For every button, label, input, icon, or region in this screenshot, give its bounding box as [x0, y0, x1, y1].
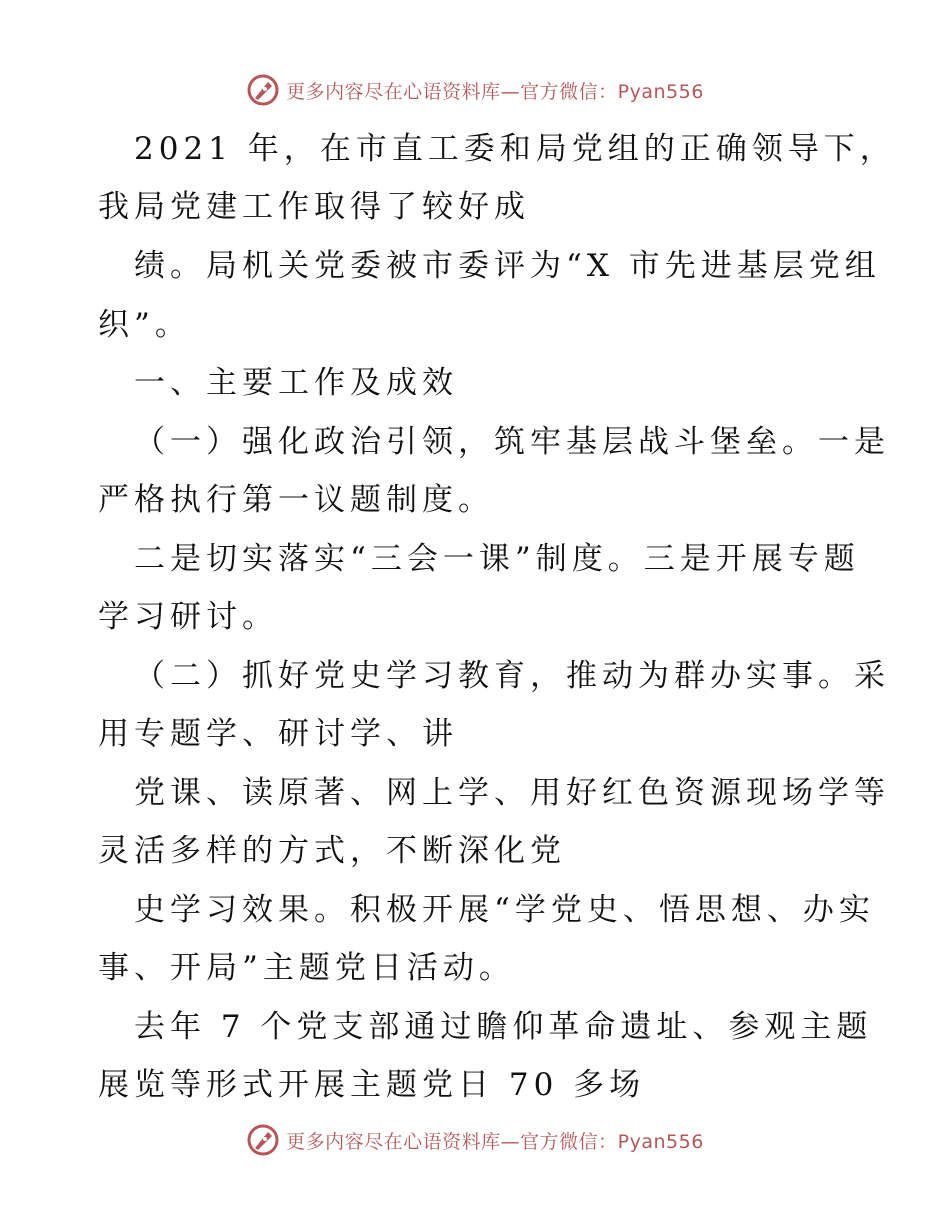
text-line: 去年 7 个党支部通过瞻仰革命遗址、参观主题 [134, 1009, 873, 1045]
pen-nib-seal-icon [246, 73, 280, 107]
footer-watermark [0, 1118, 950, 1162]
text-line: 学习研讨。 [98, 599, 278, 635]
text-line: 二是切实落实“三会一课”制度。三是开展专题 [134, 541, 860, 577]
text-line: （二）抓好党史学习教育，推动为群办实事。采 [134, 658, 890, 694]
text-line: 史学习效果。积极开展“学党史、悟思想、办实 [134, 892, 875, 928]
pen-nib-seal-icon [246, 1123, 280, 1157]
header-watermark-text: 更多内容尽在心语资料库—官方微信：Pyan556 [286, 80, 704, 103]
text-line: 2021 年，在市直工委和局党组的正确领导下， [134, 131, 896, 167]
text-line: 用专题学、研讨学、讲 [98, 716, 458, 752]
text-line: 事、开局”主题党日活动。 [98, 950, 515, 986]
text-line: 党课、读原著、网上学、用好红色资源现场学等 [134, 775, 890, 811]
text-line: 绩。局机关党委被市委评为“X 市先进基层党组 [134, 248, 881, 284]
text-line: 严格执行第一议题制度。 [98, 482, 494, 518]
text-line: 灵活多样的方式，不断深化党 [98, 833, 566, 869]
section-heading: 一、主要工作及成效 [134, 365, 458, 401]
header-watermark [0, 68, 950, 112]
text-line: 织”。 [98, 307, 191, 343]
text-line: 我局党建工作取得了较好成 [98, 189, 530, 225]
footer-watermark-text: 更多内容尽在心语资料库—官方微信：Pyan556 [286, 1130, 704, 1153]
text-line: 展览等形式开展主题党日 70 多场 [98, 1067, 646, 1103]
text-line: （一）强化政治引领，筑牢基层战斗堡垒。一是 [134, 424, 890, 460]
